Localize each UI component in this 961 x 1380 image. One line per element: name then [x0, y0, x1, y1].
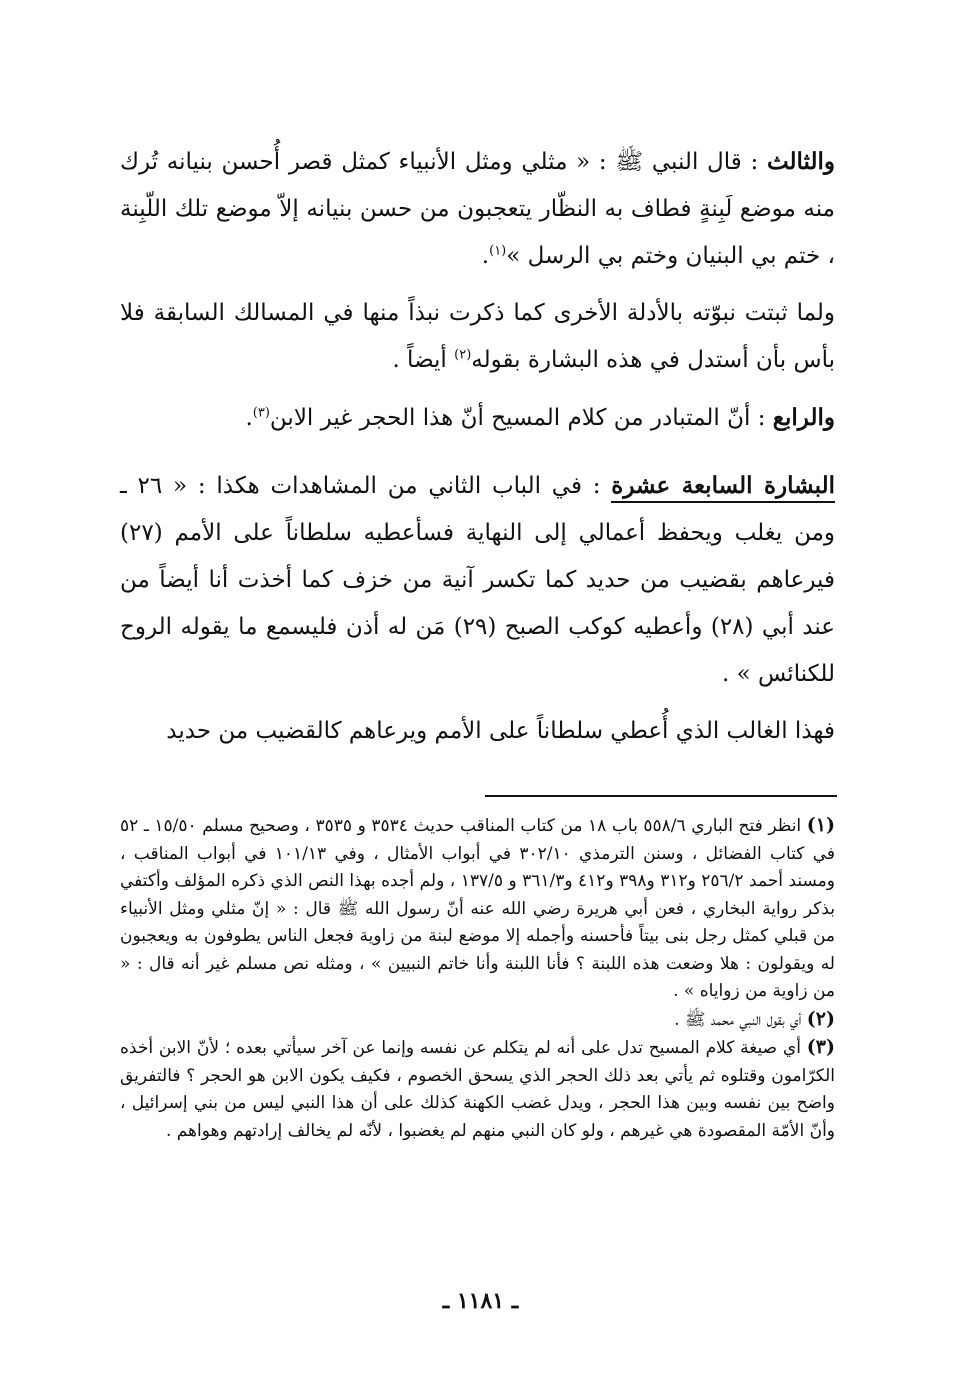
spacer — [120, 280, 835, 290]
paragraph-text: فهذا الغالب الذي أُعطي سلطاناً على الأمم ويرعاهم كالقضيب من حديد — [166, 718, 835, 744]
footnote-1 — [120, 812, 835, 1006]
footnote-number: (٣) — [806, 1036, 836, 1058]
paragraph-third-evidence — [120, 138, 835, 280]
paragraph-text: ولما ثبتت نبوّته بالأدلة الأخرى كما ذكرت نبذاً منها في المسالك السابقة فلا بأس بأن أستدل في هذه البشارة بقوله — [120, 300, 835, 373]
paragraph-text: : قال النبي ﷺ : « مثلي ومثل الأنبياء كمثل قصر أُحسن بنيانه تُرك منه موضع لَبِنةٍ فطاف به النظّار يتعجبون من حسن بنيانه إلاّ موضع تلك اللّبِنة ، ختم بي البنيان وختم بي الرسل » — [120, 149, 835, 269]
footnotes — [120, 812, 835, 1145]
paragraph-prophethood — [120, 290, 835, 384]
footnote-number: (١) — [806, 814, 835, 836]
footnote-ref[interactable]: (١) — [489, 243, 507, 259]
footnote-ref[interactable]: (٢) — [454, 347, 472, 363]
paragraph-text: : أنّ المتبادر من كلام المسيح أنّ هذا الحجر غير الابن — [269, 405, 766, 431]
footnote-3 — [120, 1034, 835, 1145]
main-text — [120, 138, 835, 755]
footnote-text: انظر فتح الباري ٥٥٨/٦ باب ١٨ من كتاب المناقب حديث ٣٥٣٤ و ٣٥٣٥ ، وصحيح مسلم ١٥/٥٠ ـ ٥٢ في كتاب الفضائل ، وسنن الترمذي ٣٠٢/١٠ في أبواب الأمثال ، وفي ١٠١/١٣ في أبواب المناقب ، ومسند أحمد ٢٥٦/٢ و٣١٢ و٣٩٨ و٤١٢ و٣٦١/٣ و ١٣٧/٥ ، ولم أجده بهذا النص الذي ذكره المؤلف وأكتفي بذكر رواية البخاري ، فعن أبي هريرة رضي الله عنه أنّ رسول الله ﷺ قال : « إنّ مثلي ومثل الأنبياء من قبلي كمثل رجل بنى بيتاً فأحسنه وأجمله إلا موضع لبنة من زاوية فجعل الناس يطوفون به ويعجبون له ويقولون : هلا وضعت هذه اللبنة ؟ فأنا اللبنة وأنا خاتم النبيين » ، ومثله نص مسلم غير أنه قال : « من زاوية من زواياه » . — [120, 816, 835, 1001]
page-number: ـ ١١٨١ ـ — [442, 1288, 519, 1314]
footnote-ref[interactable]: (٣) — [252, 405, 270, 421]
paragraph-lead: والثالث — [766, 148, 835, 175]
paragraph-lead: والرابع — [772, 404, 835, 431]
spacer — [120, 442, 835, 462]
footnote-number: (٢) — [806, 1007, 835, 1030]
paragraph-end: . — [481, 243, 490, 269]
footnote-2 — [120, 1006, 835, 1035]
footnote-text: أي بقول النبي محمد ﷺ . — [674, 1009, 802, 1030]
footnote-text: أي صيغة كلام المسيح تدل على أنه لم يتكلم عن نفسه وإنما عن آخر سيأتي بعده ؛ لأنّ الابن أخذه الكرّامون وقتلوه ثم يأتي بعد ذلك الحجر الذي يسحق الخصوم ، فكيف يكون الابن هو الحجر ؟ فالتفريق واضح بين نفسه وبين هذا الحجر ، ويدل غضب الكهنة كذلك على أن هذا النبي ليس من بني إسرائيل ، وأنّ الأمّة المقصودة هي غيرهم ، ولو كان النبي منهم لم يغضبوا ، لأنّه لم يخالف إرادتهم وهواهم . — [120, 1038, 835, 1141]
spacer — [120, 698, 835, 708]
paragraph-end: أيضاً . — [392, 347, 447, 373]
section-heading: البشارة السابعة عشرة — [611, 472, 835, 503]
paragraph-conclusion — [120, 708, 835, 755]
footnote-separator — [485, 795, 837, 797]
paragraph-end: . — [245, 405, 253, 431]
spacer — [120, 384, 835, 394]
paragraph-fourth-evidence — [120, 394, 835, 442]
paragraph-seventeenth-prophecy — [120, 462, 835, 698]
paragraph-text: : في الباب الثاني من المشاهدات هكذا : « ٢٦ ـ ومن يغلب ويحفظ أعمالي إلى النهاية فسأعطيه سلطاناً على الأمم (٢٧) فيرعاهم بقضيب من حديد كما تكسر آنية من خزف كما أخذت أنا أيضاً من عند أبي (٢٨) وأعطيه كوكب الصبح (٢٩) مَن له أذن فليسمع ما يقوله الروح للكنائس » . — [120, 473, 836, 687]
